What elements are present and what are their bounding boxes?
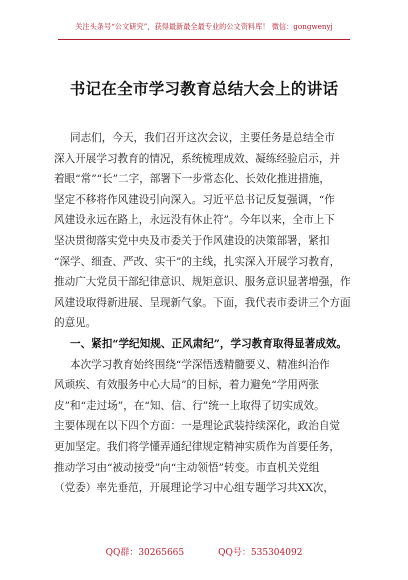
paragraph-line: 风建设取得新进展、呈现新气象。下面，我代表市委讲三个方面 [54, 296, 351, 309]
paragraph-line: 风顽疾、有效服务中心大局”的目标，着力避免“学用两张 [54, 379, 320, 392]
paragraph-line: 主要体现在以下四个方面：一是理论武装持续深化，政治自觉 [54, 420, 341, 433]
paragraph-line: 本次学习教育始终围绕“学深悟透精髓要义、精准纠治作 [70, 358, 330, 371]
document-body [54, 128, 358, 499]
paragraph-line: “深学、细查、严改、实干”的主线，扎实深入开展学习教育， [54, 255, 341, 268]
document-title: 书记在全市学习教育总结大会上的讲话 [69, 79, 339, 98]
footer-contact [0, 545, 408, 558]
paragraph-line: 同志们，今天，我们召开这次会议，主要任务是总结全市 [70, 132, 335, 144]
paragraph-line: 推动广大党员干部纪律意识、规矩意识、服务意识显著增强，作 [54, 276, 351, 289]
header-banner: 关注头条号“公文研究”，获得最新最全最专业的公文资料库！ 微信：gongwenyj [75, 22, 333, 31]
header-divider [58, 39, 350, 40]
paragraph-line: 皮”和“走过场”，在“知、信、行”统一上取得了切实成效。 [54, 399, 325, 412]
footer-qq-group: QQ群：30265665 [105, 548, 185, 558]
paragraph-line: 着眼“常”“长”二字，部署下一步常态化、长效化推进措施， [54, 173, 330, 186]
footer-qq-number: QQ号：535304092 [218, 548, 303, 558]
paragraph-line: 深入开展学习教育的情况，系统梳理成效、凝练经验启示，并 [54, 152, 341, 165]
paragraph-line: 坚定不移将作风建设引向深入。习近平总书记反复强调，“作 [54, 193, 335, 206]
paragraph-line: 更加坚定。我们将学懂弄通纪律规定精神实质作为首要任务， [54, 440, 341, 453]
paragraph-line: 推动学习由“被动接受”向“主动领悟”转变。市直机关党组 [54, 461, 320, 474]
paragraph-line: （党委）率先垂范，开展理论学习中心组专题学习共XX次， [54, 482, 334, 495]
paragraph-line: 坚决贯彻落实党中央及市委关于作风建设的决策部署，紧扣 [54, 234, 330, 247]
paragraph-line: 的意见。 [54, 317, 97, 330]
section-heading: 一、紧扣“学纪知规、正风肃纪”，学习教育取得显著成效。 [70, 337, 348, 350]
paragraph-line: 风建设永远在路上，永远没有休止符”。今年以来，全市上下 [54, 214, 335, 227]
